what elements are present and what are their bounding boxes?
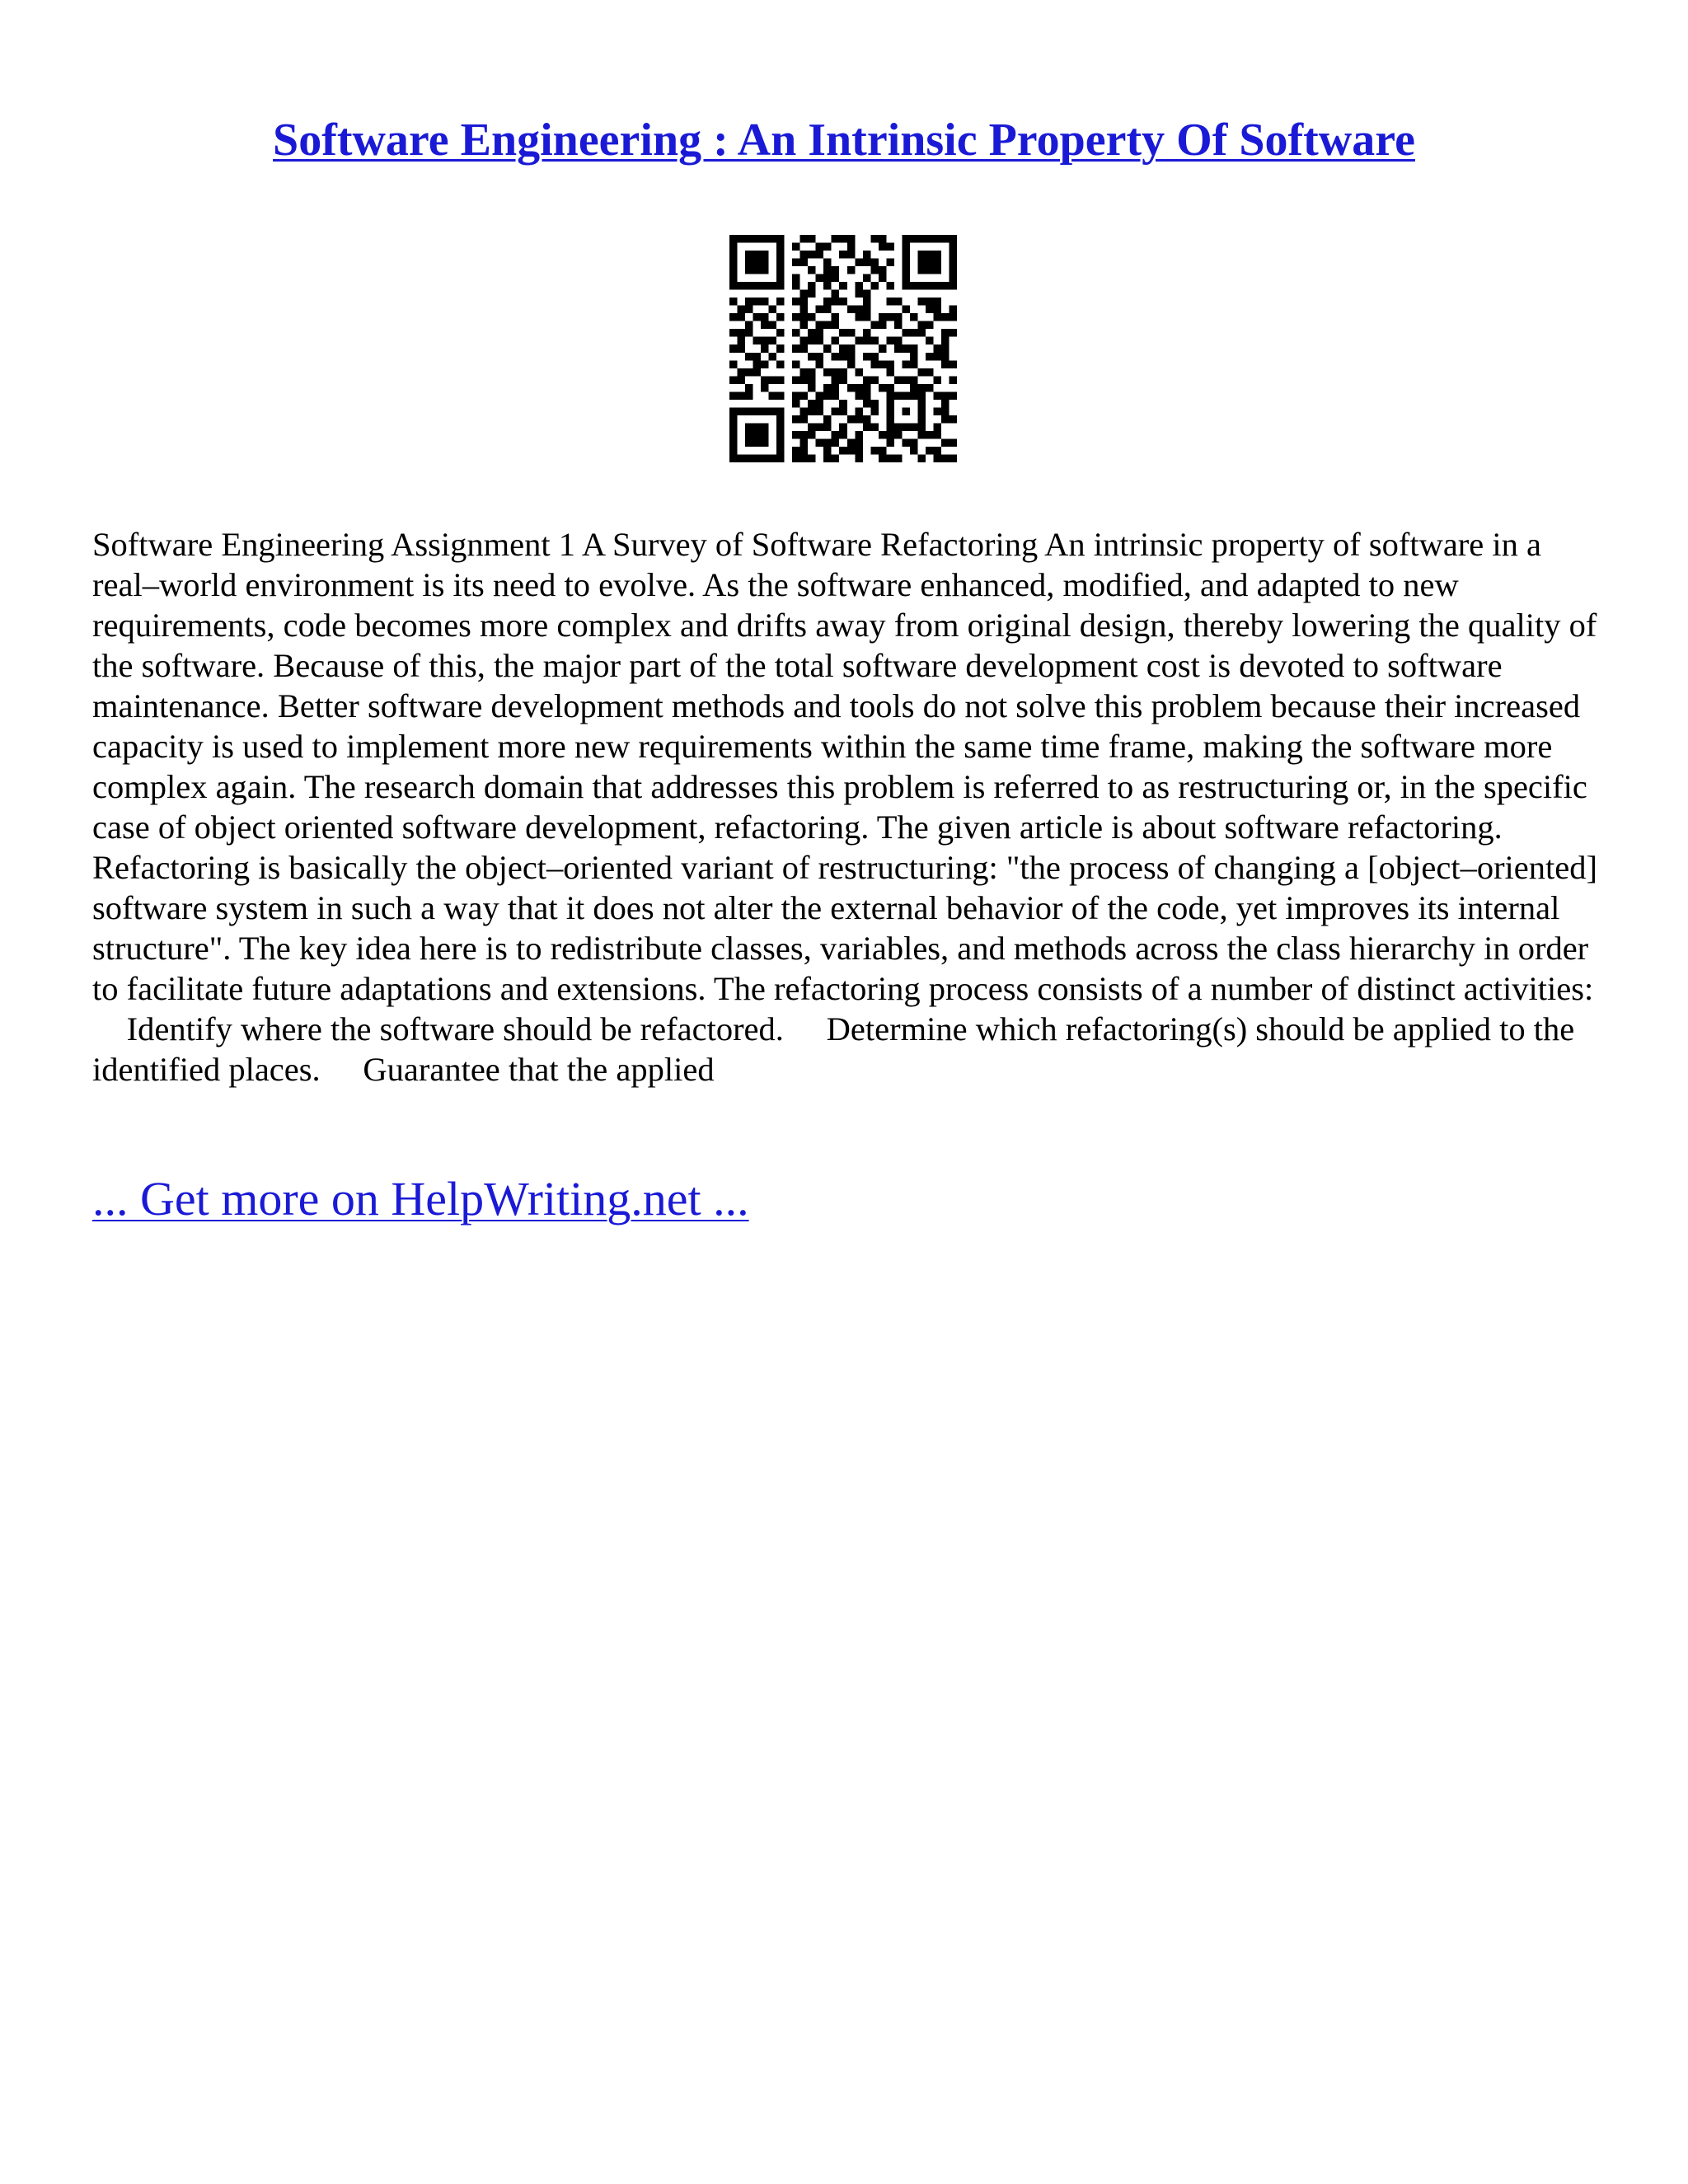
title-link[interactable]: Software Engineering : An Intrinsic Property Of Software — [273, 115, 1415, 166]
more-link-paragraph — [92, 1172, 749, 1226]
page-title — [0, 112, 1688, 168]
qr-code-icon — [729, 235, 957, 462]
article-excerpt: Software Engineering Assignment 1 A Survey of Software Refactoring An intrinsic property of software in a real–world environment is its need to evolve. As the software enhanced, modified, and adapted to new requirements, code becomes more complex and drifts away from original design, thereby lowering the quality of the software. Because of this, the major part of the total software development cost is devoted to software maintenance. Better software development methods and tools do not solve this problem because their increased capacity is used to implement more new requirements within the same time frame, making the software more complex again. The research domain that addresses this problem is referred to as restructuring or, in the specific case of object oriented software development, refactoring. The given article is about software refactoring. Refactoring is basically the object–oriented variant of restructuring: "the process of changing a [object–oriented] software system in such a way that it does not alter the external behavior of the code, yet improves its internal structure". The key idea here is to redistribute classes, variables, and methods across the class hierarchy in order to facilitate future adaptations and extensions. The refactoring process consists of a number of distinct activities: Identify where the software should be refactored. Determine which refactoring(s) should be applied to the identified places. Guarantee that the applied — [92, 526, 1598, 1088]
get-more-link[interactable]: ... Get more on HelpWriting.net ... — [92, 1172, 749, 1226]
